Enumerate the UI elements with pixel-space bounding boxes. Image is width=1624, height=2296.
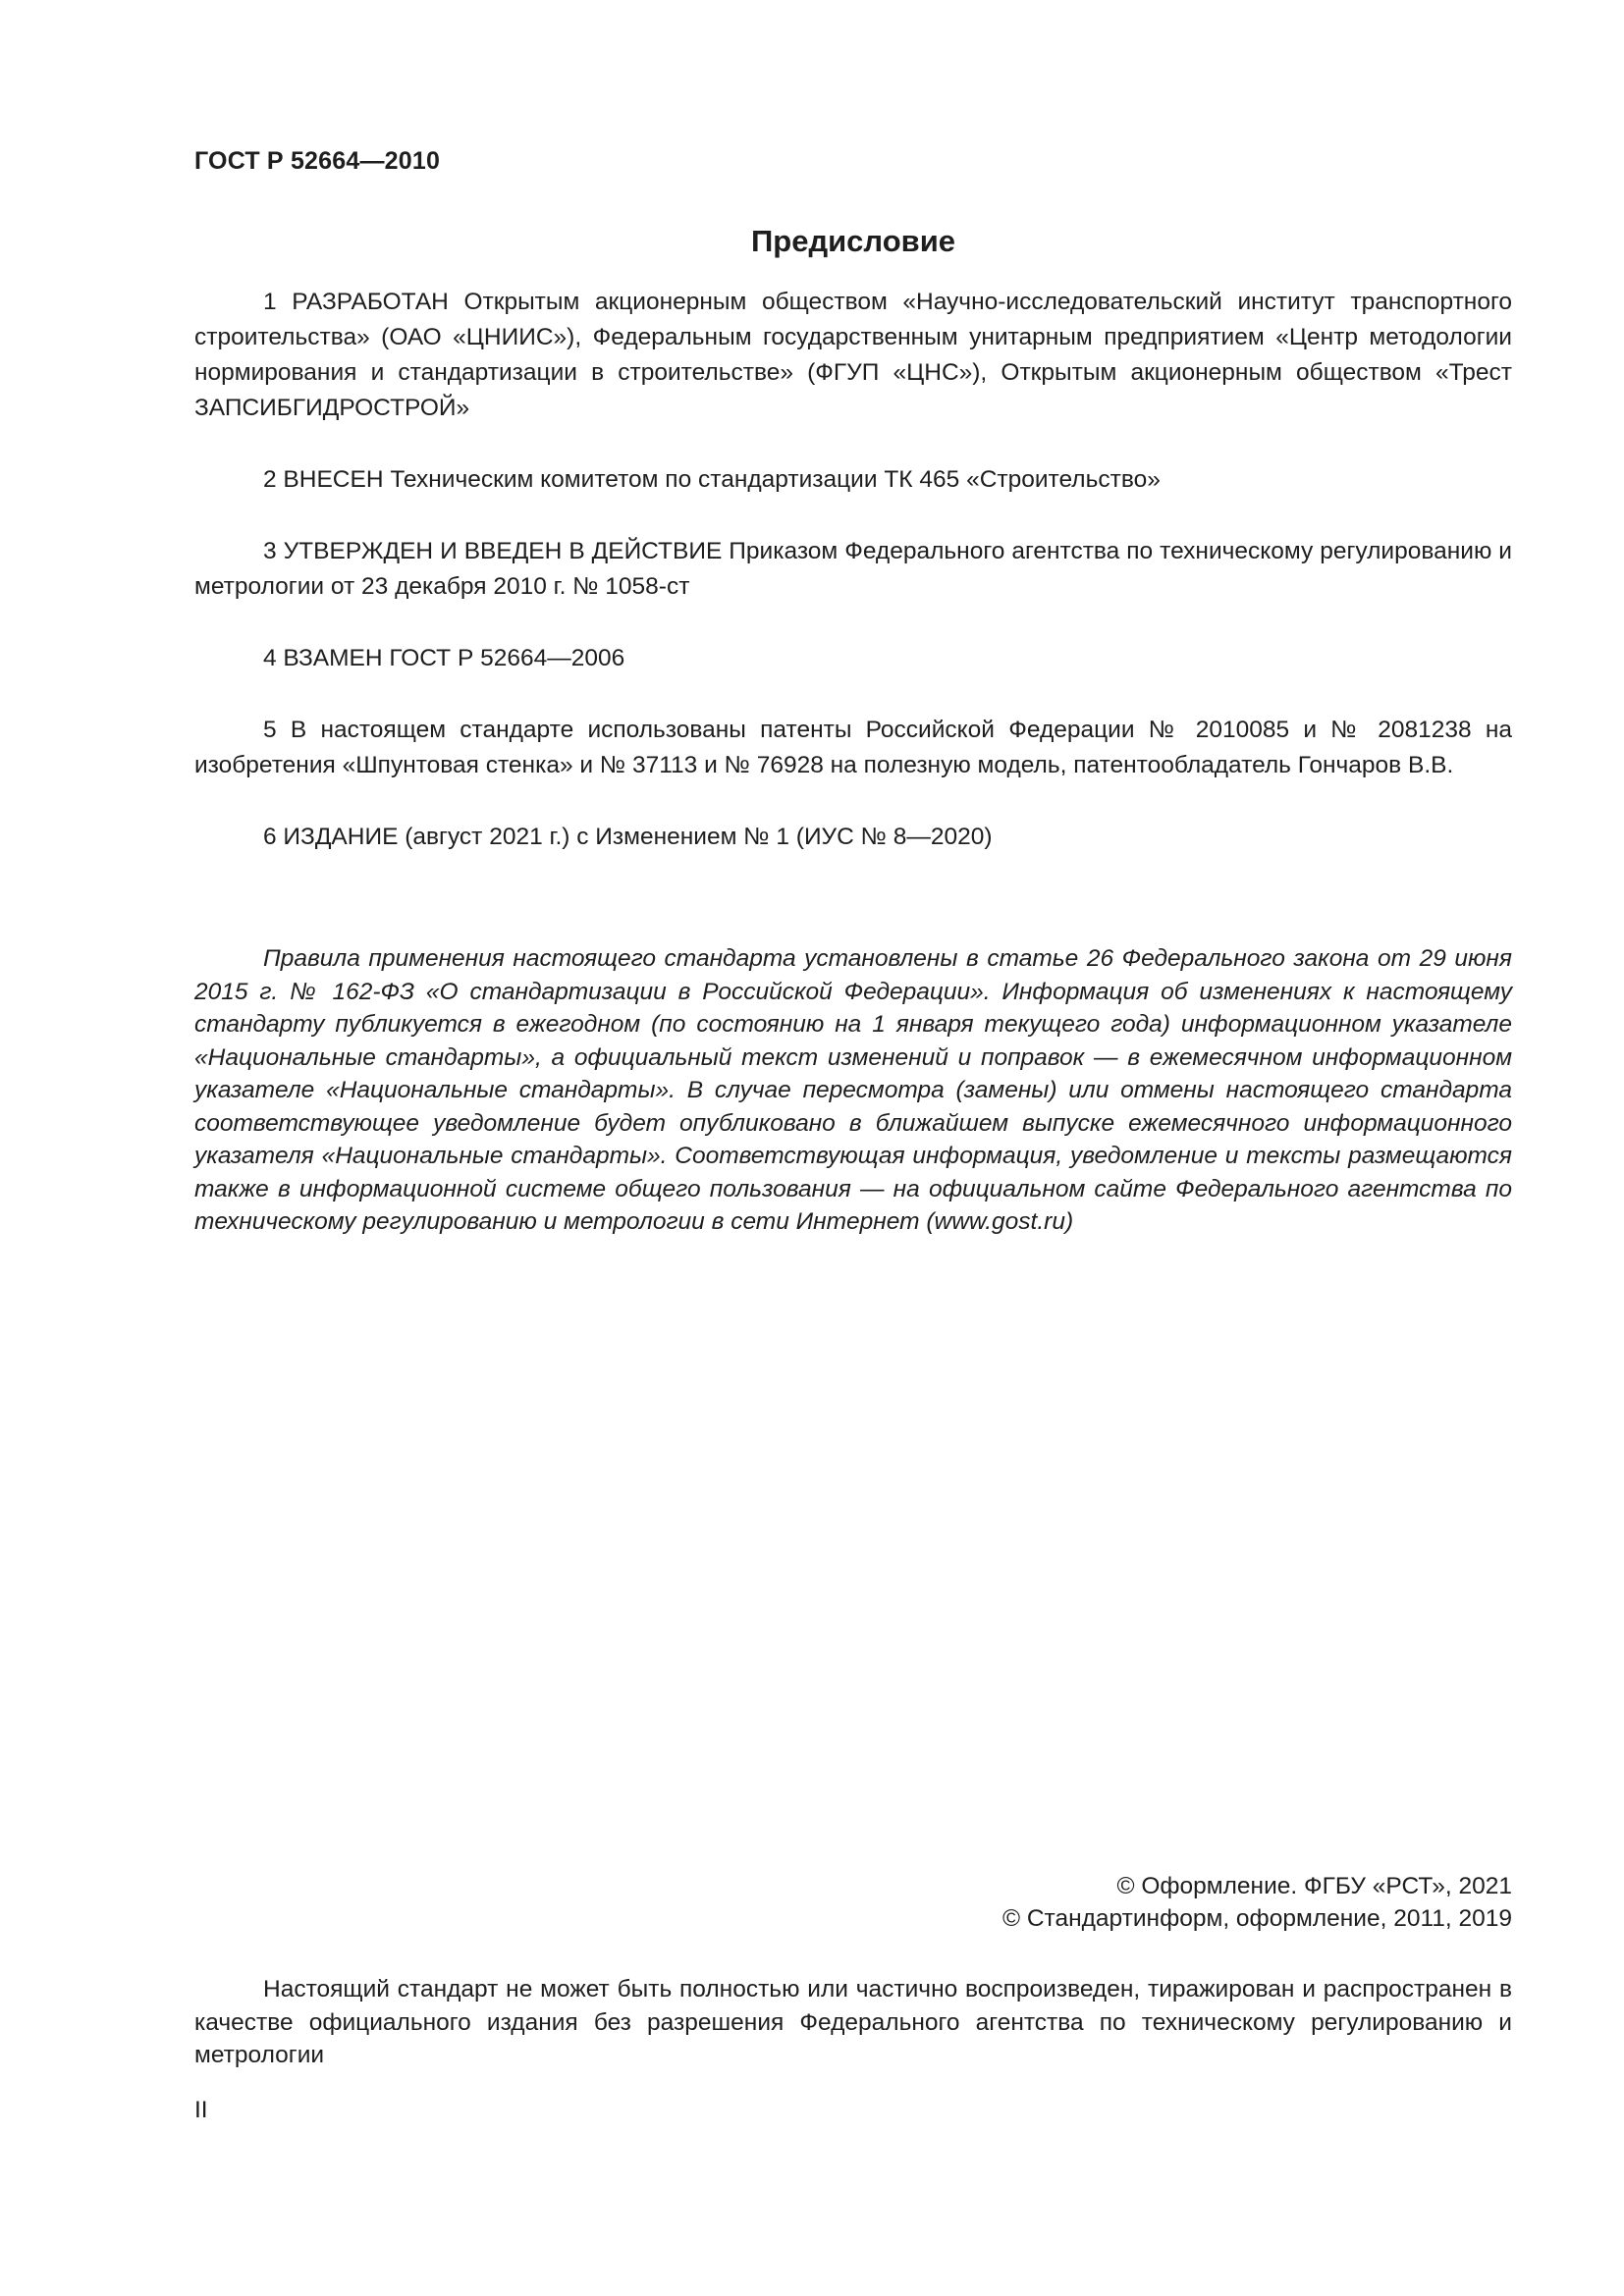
foreword-item-2: 2 ВНЕСЕН Техническим комитетом по стандартизации ТК 465 «Строительство» <box>263 466 1161 493</box>
application-rules-note: Правила применения настоящего стандарта установлены в статье 26 Федерального закона от 29 июня 2015 г. № 162-ФЗ «О стандартизации в Российской Федерации». Информация об изменениях к настоящему стандарту публикуется в ежегодном (по состоянию на 1 января текущего года) информационном указателе «Национальные стандарты», а официальный текст изменений и поправок — в ежемесячном информационном указателе «Национальные стандарты». В случае пересмотра (замены) или отмены настоящего стандарта соответствующее уведомление будет опубликовано в ближайшем выпуске ежемесячного информационного указателя «Национальные стандарты». Соответствующая информация, уведомление и тексты размещаются также в информационной системе общего пользования — на официальном сайте Федерального агентства по техническому регулированию и метрологии в сети Интернет (www.gost.ru) <box>194 945 1512 1235</box>
copyright-block <box>194 1870 1512 1935</box>
foreword-item-1: 1 РАЗРАБОТАН Открытым акционерным обществом «Научно-исследовательский институт транспортного строительства» (ОАО «ЦНИИС»), Федеральным государственным унитарным предприятием «Центр методологии нормирования и стандартизации в строительстве» (ФГУП «ЦНС»), Открытым акционерным обществом «Трест ЗАПСИБГИДРОСТРОЙ» <box>194 289 1512 421</box>
foreword-item-4: 4 ВЗАМЕН ГОСТ Р 52664—2006 <box>263 645 625 671</box>
foreword-list <box>194 285 1512 855</box>
foreword-item-3: 3 УТВЕРЖДЕН И ВВЕДЕН В ДЕЙСТВИЕ Приказом Федерального агентства по техническому регулированию и метрологии от 23 декабря 2010 г. № 1058-ст <box>194 538 1512 600</box>
foreword-item-6: 6 ИЗДАНИЕ (август 2021 г.) с Изменением № 1 (ИУС № 8—2020) <box>263 824 993 850</box>
foreword-item-5: 5 В настоящем стандарте использованы патенты Российской Федерации № 2010085 и № 2081238 на изобретения «Шпунтовая стенка» и № 37113 и № 76928 на полезную модель, патентообладатель Гончаров В.В. <box>194 717 1512 778</box>
document-code: ГОСТ Р 52664—2010 <box>194 147 441 175</box>
copyright-line-2: © Стандартинформ, оформление, 2011, 2019 <box>1001 1905 1512 1932</box>
page-number: II <box>194 2097 208 2123</box>
reproduction-notice: Настоящий стандарт не может быть полностью или частично воспроизведен, тиражирован и распространен в качестве официального издания без разрешения Федерального агентства по техническому регулированию и метрологии <box>194 1976 1512 2068</box>
copyright-line-1: © Оформление. ФГБУ «РСТ», 2021 <box>1116 1873 1512 1899</box>
foreword-title: Предисловие <box>750 224 955 258</box>
